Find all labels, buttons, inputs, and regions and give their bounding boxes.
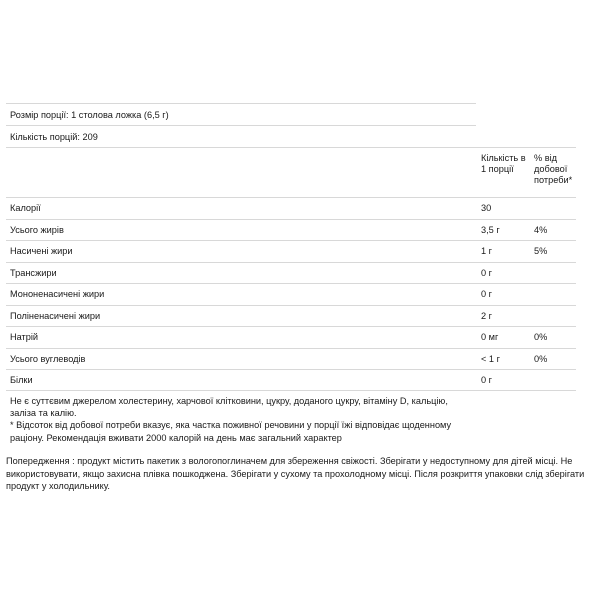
footnote-daily-value: * Відсоток від добової потреби вказує, яка частка поживної речовини у порції їжі відповідає щоденному раціону. Рекомендація вживати 2000 калорій на день має загальний характер xyxy=(10,420,452,443)
nutrient-amount: 0 г xyxy=(481,267,493,278)
nutrient-amount: 0 мг xyxy=(481,332,499,342)
nutrient-daily-value: 0% xyxy=(534,353,548,364)
nutrient-name: Натрій xyxy=(10,332,39,342)
serving-size-row xyxy=(6,103,476,125)
nutrient-amount: 0 г xyxy=(481,375,493,385)
table-row xyxy=(6,240,576,262)
table-row xyxy=(6,305,576,327)
table-row xyxy=(6,262,576,284)
table-header xyxy=(6,147,576,197)
footnotes xyxy=(10,395,470,444)
amount-per-serving-header: Кількість в 1 порції xyxy=(481,153,526,174)
table-row xyxy=(6,197,576,219)
nutrient-daily-value: 0% xyxy=(534,332,548,342)
nutrient-amount: 30 xyxy=(481,203,492,213)
nutrient-amount: < 1 г xyxy=(481,353,500,364)
nutrient-amount: 0 г xyxy=(481,289,493,299)
nutrient-daily-value: 4% xyxy=(534,224,548,235)
footnote-not-significant: Не є суттєвим джерелом холестерину, харчової клітковини, цукру, доданого цукру, вітаміну D, кальцію, заліза та калію. xyxy=(10,396,448,419)
nutrient-name: Мононенасичені жири xyxy=(10,289,105,299)
nutrient-amount: 2 г xyxy=(481,310,493,321)
serving-count-row xyxy=(6,125,476,147)
nutrient-name: Калорії xyxy=(10,203,41,213)
serving-size-text: Розмір порції: 1 столова ложка (6,5 г) xyxy=(10,110,169,120)
nutrient-name: Усього вуглеводів xyxy=(10,353,86,364)
table-row xyxy=(6,326,576,348)
nutrient-amount: 3,5 г xyxy=(481,224,500,235)
table-row xyxy=(6,348,576,370)
table-row xyxy=(6,283,576,305)
nutrient-name: Білки xyxy=(10,375,33,385)
nutrient-name: Трансжири xyxy=(10,267,57,278)
nutrient-name: Насичені жири xyxy=(10,246,73,256)
table-row xyxy=(6,219,576,241)
serving-count-text: Кількість порцій: 209 xyxy=(10,132,98,142)
daily-value-header: % від добової потреби* xyxy=(534,153,573,185)
warning-text: Попередження : продукт містить пакетик з вологопоглиначем для збереження свіжості. Зберігати у недоступному для дітей місці. Не використовувати, якщо захисна плівка пошкоджена. Зберігати у сухому та прохолодному місці. Після розкриття упаковки слід зберігати продукт у холодильнику. xyxy=(6,456,585,491)
nutrition-facts-panel xyxy=(6,103,576,391)
nutrient-name: Поліненасичені жири xyxy=(10,310,101,321)
nutrient-daily-value: 5% xyxy=(534,246,548,256)
table-row xyxy=(6,369,576,391)
nutrient-name: Усього жирів xyxy=(10,224,64,235)
nutrient-amount: 1 г xyxy=(481,246,493,256)
